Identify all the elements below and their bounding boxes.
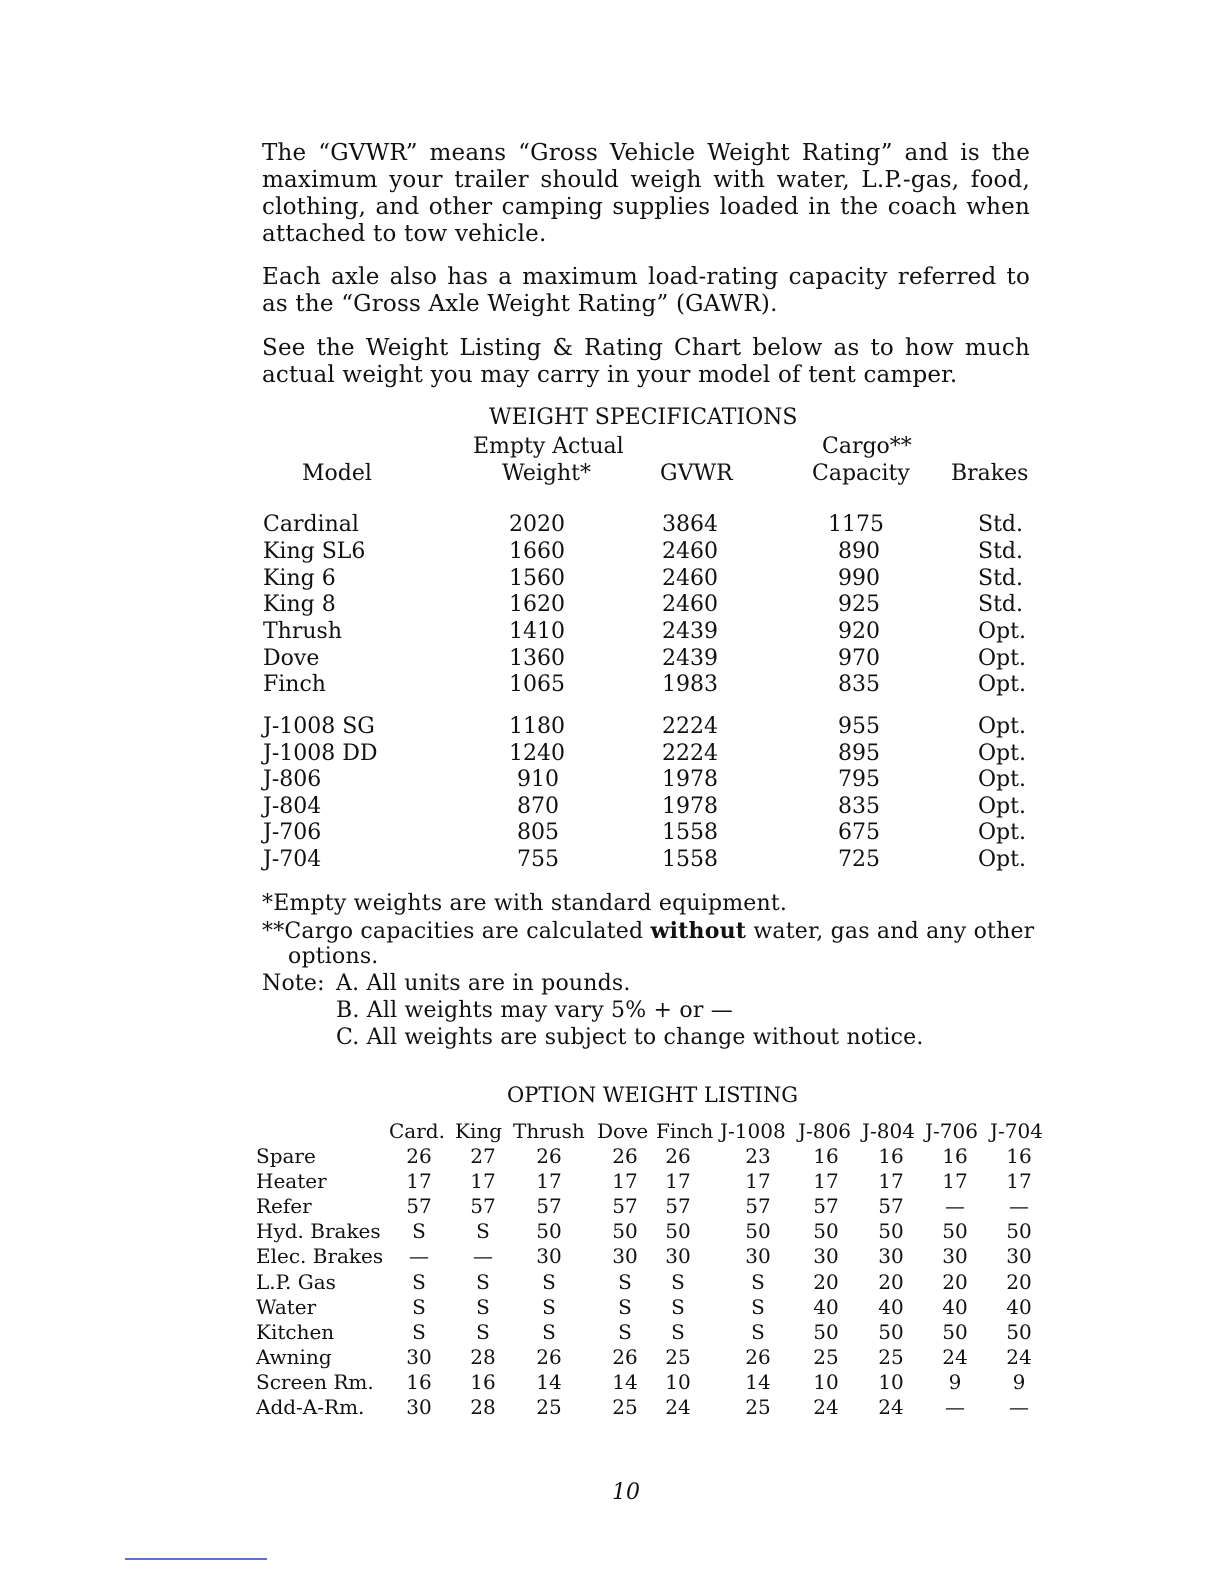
option-row-label: Heater [256,1169,327,1194]
option-cell: 30 [406,1395,432,1419]
header-empty-line1: Empty Actual [473,434,624,459]
spec-cell-empty: 1560 [509,566,565,591]
option-cell: 30 [745,1244,771,1269]
option-cell: 20 [1006,1269,1032,1294]
option-cell: 16 [942,1144,968,1168]
option-cell: 16 [406,1369,432,1394]
option-cell: 30 [612,1244,638,1269]
option-cell: 14 [536,1369,562,1394]
option-cell: S [476,1319,490,1344]
page-number: 10 [612,1480,640,1505]
weight-specs-title: WEIGHT SPECIFICATIONS [489,405,798,430]
spec-cell-model: Cardinal [263,512,359,537]
option-column-header: Card. [389,1119,445,1143]
option-row-label: Elec. Brakes [256,1244,384,1269]
option-cell: 50 [1006,1219,1032,1244]
option-row-label: Kitchen [256,1319,335,1344]
option-cell: 50 [813,1319,839,1344]
spec-cell-empty: 870 [517,794,559,819]
option-cell: 26 [745,1344,771,1369]
spec-cell-empty: 1410 [509,619,565,644]
option-row-label: Add-A-Rm. [256,1395,365,1419]
spec-cell-brakes: Std. [978,512,1023,537]
option-cell: 28 [470,1344,496,1369]
note-cargo-text-end: water, gas and any other [746,919,1035,944]
spec-cell-model: King 8 [263,592,336,617]
spec-cell-model: Thrush [263,619,342,644]
spec-cell-gvwr: 1558 [662,820,718,845]
option-column-header: J-804 [862,1119,915,1143]
option-cell: — [945,1395,965,1419]
spec-cell-brakes: Opt. [978,714,1026,739]
spec-cell-gvwr: 1978 [662,767,718,792]
spec-cell-brakes: Opt. [978,646,1026,671]
spec-cell-model: J-706 [263,820,322,845]
option-column-header: Thrush [513,1119,585,1143]
spec-cell-gvwr: 2460 [662,592,718,617]
option-cell: 30 [813,1244,839,1269]
option-cell: — [1009,1194,1029,1219]
option-cell: 30 [536,1244,562,1269]
option-cell: 17 [1006,1169,1032,1194]
option-column-header: King [455,1119,503,1143]
option-cell: 25 [813,1344,839,1369]
header-cargo-line2: Capacity [812,461,910,486]
option-cell: — [945,1194,965,1219]
option-cell: 50 [1006,1319,1032,1344]
option-cell: S [476,1219,490,1244]
note-cargo-continuation: options. [288,944,379,969]
option-cell: S [671,1319,685,1344]
option-weights-title: OPTION WEIGHT LISTING [507,1083,798,1107]
header-brakes: Brakes [951,461,1029,486]
header-cargo-line1: Cargo** [822,434,912,459]
option-cell: 40 [1006,1294,1032,1319]
option-cell: 25 [665,1344,691,1369]
spec-cell-model: J-806 [263,767,322,792]
spec-cell-empty: 910 [517,767,559,792]
spec-cell-cargo: 955 [838,714,880,739]
option-cell: 30 [1006,1244,1032,1269]
spec-cell-cargo: 990 [838,566,880,591]
option-column-header: J-806 [798,1119,851,1143]
spec-cell-gvwr: 1983 [662,672,718,697]
option-cell: S [618,1294,632,1319]
option-cell: S [542,1269,556,1294]
option-cell: 25 [536,1395,562,1419]
note-a: A. All units are in pounds. [336,971,631,996]
option-column-header: J-706 [925,1119,978,1143]
spec-cell-cargo: 835 [838,794,880,819]
option-row-label: Water [256,1294,317,1319]
option-cell: S [476,1269,490,1294]
spec-cell-cargo: 675 [838,820,880,845]
option-cell: S [412,1269,426,1294]
option-cell: 30 [665,1244,691,1269]
spec-cell-cargo: 920 [838,619,880,644]
header-model: Model [302,461,372,486]
option-cell: S [542,1319,556,1344]
spec-cell-cargo: 925 [838,592,880,617]
spec-cell-empty: 1620 [509,592,565,617]
option-cell: 30 [406,1344,432,1369]
option-cell: S [751,1269,765,1294]
intro-paragraph-chart: See the Weight Listing & Rating Chart below as to how much actual weight you may carry in your model of tent camper. [262,335,1030,388]
option-cell: 17 [406,1169,432,1194]
spec-cell-cargo: 895 [838,741,880,766]
option-cell: 10 [665,1369,691,1394]
option-row-label: Awning [256,1344,332,1369]
option-cell: 17 [536,1169,562,1194]
option-cell: S [618,1319,632,1344]
option-cell: S [542,1294,556,1319]
option-cell: 17 [665,1169,691,1194]
option-column-header: J-1008 [720,1119,786,1143]
spec-cell-gvwr: 2439 [662,619,718,644]
spec-cell-gvwr: 1978 [662,794,718,819]
option-cell: 26 [665,1144,691,1168]
option-cell: 24 [942,1344,968,1369]
page-corner-rule [125,1558,267,1560]
option-cell: 57 [612,1194,638,1219]
option-cell: 26 [612,1344,638,1369]
option-cell: 50 [942,1219,968,1244]
spec-cell-gvwr: 2224 [662,741,718,766]
option-cell: 25 [745,1395,771,1419]
spec-cell-brakes: Std. [978,539,1023,564]
option-cell: 40 [813,1294,839,1319]
option-cell: 25 [878,1344,904,1369]
spec-cell-model: King SL6 [263,539,366,564]
option-cell: 40 [878,1294,904,1319]
note-b: B. All weights may vary 5% + or — [336,998,733,1023]
spec-cell-empty: 805 [517,820,559,845]
spec-cell-cargo: 835 [838,672,880,697]
option-cell: 20 [878,1269,904,1294]
spec-cell-model: J-704 [263,847,322,872]
option-cell: S [476,1294,490,1319]
spec-cell-empty: 2020 [509,512,565,537]
option-cell: 26 [536,1344,562,1369]
spec-cell-brakes: Opt. [978,672,1026,697]
spec-cell-model: Finch [263,672,326,697]
option-cell: 10 [878,1369,904,1394]
option-cell: 17 [470,1169,496,1194]
spec-cell-cargo: 970 [838,646,880,671]
option-row-label: Hyd. Brakes [256,1219,381,1244]
option-column-header: Finch [656,1119,714,1143]
option-cell: 40 [942,1294,968,1319]
note-cargo-capacities [262,918,1034,945]
option-cell: 17 [612,1169,638,1194]
note-label: Note: [262,971,325,996]
spec-cell-brakes: Std. [978,592,1023,617]
header-gvwr: GVWR [660,461,733,486]
option-cell: 57 [745,1194,771,1219]
option-row-label: Refer [256,1194,312,1219]
option-cell: S [412,1294,426,1319]
spec-cell-brakes: Opt. [978,820,1026,845]
option-cell: S [412,1319,426,1344]
option-cell: 50 [878,1319,904,1344]
option-cell: 50 [813,1219,839,1244]
option-cell: 26 [612,1144,638,1168]
header-empty-line2: Weight* [502,461,591,486]
option-cell: 17 [878,1169,904,1194]
spec-cell-cargo: 890 [838,539,880,564]
spec-cell-brakes: Opt. [978,741,1026,766]
intro-paragraph-gvwr: The “GVWR” means “Gross Vehicle Weight Rating” and is the maximum your trailer should weigh with water, L.P.-gas, food, clothing, and other camping supplies loaded in the coach when attached to tow vehicle. [262,140,1030,247]
option-row-label: L.P. Gas [256,1269,336,1294]
spec-cell-brakes: Opt. [978,619,1026,644]
option-cell: S [751,1294,765,1319]
spec-cell-model: King 6 [263,566,336,591]
option-cell: 57 [470,1194,496,1219]
note-cargo-bold: without [650,918,747,944]
option-cell: — [473,1244,493,1269]
option-cell: 9 [948,1369,962,1394]
spec-cell-brakes: Opt. [978,794,1026,819]
spec-cell-model: J-804 [263,794,322,819]
option-cell: 14 [745,1369,771,1394]
option-cell: 10 [813,1369,839,1394]
option-column-header: J-704 [990,1119,1043,1143]
option-row-label: Spare [256,1144,316,1168]
option-cell: S [412,1219,426,1244]
spec-cell-gvwr: 2460 [662,539,718,564]
option-cell: 50 [612,1219,638,1244]
spec-cell-empty: 1180 [509,714,565,739]
note-cargo-text-start: **Cargo capacities are calculated [262,919,651,944]
spec-cell-empty: 1065 [509,672,565,697]
spec-cell-model: J-1008 SG [263,714,375,739]
option-cell: 23 [745,1144,771,1168]
note-c: C. All weights are subject to change without notice. [336,1025,924,1050]
option-cell: 14 [612,1369,638,1394]
option-cell: S [671,1294,685,1319]
option-cell: 16 [1006,1144,1032,1168]
option-cell: 50 [942,1319,968,1344]
option-cell: 57 [665,1194,691,1219]
option-cell: 24 [665,1395,691,1419]
option-cell: 17 [745,1169,771,1194]
spec-cell-brakes: Opt. [978,847,1026,872]
option-cell: — [409,1244,429,1269]
option-cell: 24 [878,1395,904,1419]
spec-cell-model: J-1008 DD [263,741,378,766]
note-empty-weights: *Empty weights are with standard equipment. [262,891,788,916]
spec-cell-cargo: 1175 [828,512,884,537]
option-cell: S [671,1269,685,1294]
option-cell: 57 [878,1194,904,1219]
option-cell: 30 [942,1244,968,1269]
option-cell: 26 [406,1144,432,1168]
intro-paragraph-gawr: Each axle also has a maximum load-rating capacity referred to as the “Gross Axle Weight Rating” (GAWR). [262,264,1030,317]
spec-cell-cargo: 795 [838,767,880,792]
option-cell: 20 [813,1269,839,1294]
option-cell: 16 [813,1144,839,1168]
option-cell: 57 [406,1194,432,1219]
option-cell: 28 [470,1395,496,1419]
spec-cell-gvwr: 3864 [662,512,718,537]
option-cell: 50 [745,1219,771,1244]
option-cell: 57 [536,1194,562,1219]
option-cell: — [1009,1395,1029,1419]
option-row-label: Screen Rm. [256,1369,374,1394]
option-cell: 25 [612,1395,638,1419]
spec-cell-empty: 755 [517,847,559,872]
option-cell: 16 [878,1144,904,1168]
option-cell: 50 [878,1219,904,1244]
spec-cell-gvwr: 2224 [662,714,718,739]
option-cell: 17 [942,1169,968,1194]
option-cell: S [618,1269,632,1294]
spec-cell-brakes: Std. [978,566,1023,591]
option-cell: 57 [813,1194,839,1219]
option-cell: 27 [470,1144,496,1168]
option-cell: 17 [813,1169,839,1194]
spec-cell-gvwr: 2460 [662,566,718,591]
option-cell: 16 [470,1369,496,1394]
spec-cell-cargo: 725 [838,847,880,872]
spec-cell-model: Dove [263,646,320,671]
option-cell: 24 [1006,1344,1032,1369]
option-cell: 50 [536,1219,562,1244]
spec-cell-empty: 1360 [509,646,565,671]
spec-cell-empty: 1240 [509,741,565,766]
option-cell: 26 [536,1144,562,1168]
option-cell: 9 [1012,1369,1026,1394]
option-cell: 30 [878,1244,904,1269]
spec-cell-empty: 1660 [509,539,565,564]
option-cell: 20 [942,1269,968,1294]
spec-cell-gvwr: 2439 [662,646,718,671]
spec-cell-brakes: Opt. [978,767,1026,792]
option-cell: 50 [665,1219,691,1244]
option-cell: 24 [813,1395,839,1419]
option-cell: S [751,1319,765,1344]
spec-cell-gvwr: 1558 [662,847,718,872]
option-column-header: Dove [597,1119,649,1143]
